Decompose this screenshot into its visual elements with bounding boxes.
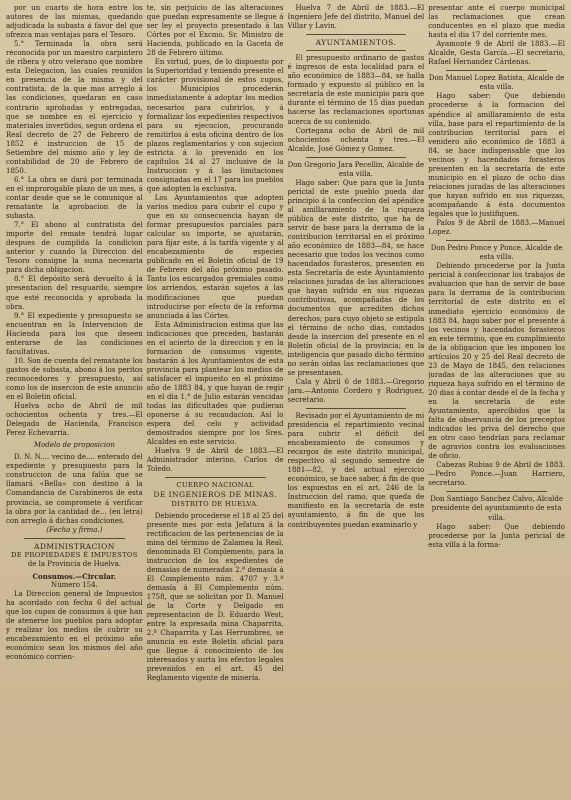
notice-heading: Don Gregorio Jara Pecellin, Alcalde de esta villa.: [287, 160, 425, 178]
paragraph: Huelva ocho de Abril de mil ochocientos ochenta y tres.—El Delegado de Hacienda, Francisco Perez Echevarría.: [6, 402, 143, 438]
signature: Ayamonte 9 de Abril de 1883.—El Alcalde, Gesta García.—El secretario, Rafael Hernandez Cárdenas.: [428, 40, 565, 67]
divider: [24, 538, 125, 539]
cuerpo-text: Debiendo procederse el 18 al 25 del presente mes por esta Jefatura á la rectificacion de las pertenencias de la mina del término de Zalamea la Real, denominada El Complemento, para la instruccion de los expedientes de demasías de numeradas 2.ª demasía á El Complemento núm. 4707 y 3.ª demasía á El Complemento núm. 1758, que se solicitan por D. Manuel de la Corte y Delgado en representacion de D. Eduardo West, entre la expresada mina Chaparrita, 2.ª Chaparrita y Las Herrumbres, se anuncia en este Boletín oficial para que llegue á conocimiento de los interesados y surta los efectos legales prevenidos en el art. 45 del Reglamento vigente de minería.: [146, 511, 284, 683]
circular-number: Número 154.: [50, 580, 98, 589]
model-text: D. N. N.... vecino de.... enterado del expediente y presupuesto para la construccion de una falúa que se llamará «Bella» con destino á la Comandancia de Carabineros de esta provincia, se compromete á verificar la obra por la cantidad de... (en letra) con arreglo á dichas condiciones.: [6, 453, 143, 525]
paragraph: 10. Son de cuenta del rematante los gastos de subasta, abono á los peritos reconocedores y presupuesto, así como los de insercion de este anuncio en el Boletin oficial.: [6, 356, 143, 402]
paragraph: Huelva 7 de Abril de 1883.—El Ingeniero Jefe del distrito, Manuel del Villar y Lavin.: [287, 4, 425, 31]
paragraph: Hago saber: Que debiendo procederse á la formacion del apéndice al amillaramiento de esta villa, base para el repartimiento de la contribucion territorial para el venidero año económico de 1883 á 84, se hace indispensable que los vecinos y hacendados forasteros presenten en la secretaría de este municipio en el plazo de ocho dias relaciones juradas de las alteraciones que hayan sufrido en sus riquezas, acompañando á ésta documentos legales que lo justifiquen.: [428, 92, 565, 219]
divider: [446, 70, 547, 71]
divider: [165, 477, 266, 478]
model-sign: (Fecha y firma.): [46, 525, 103, 534]
divider: [306, 34, 407, 35]
paragraph: Hago saber: Que debiendo procederse por la Junta pericial de esta villa á la forma-: [428, 522, 565, 549]
column-4: [428, 4, 565, 800]
paragraph: El presupuesto ordinario de gastos é ingresos de esta localidad para el año económico de 1883—84, se halla formado y expuesto al público en la secretaría de este municipio para que durante el término de 15 dias puedan hacerse las reclamaciones oportunas acerca de su contenido.: [287, 54, 425, 126]
cuerpo-district: DISTRITO DE HUELVA.: [171, 499, 259, 508]
paragraph: Debiendo procederse por la Junta pericial á confeccionar los trabajos de evaluacion que han de servir de base para la derrama de la contribucion territorial de este distrito en el inmediato ejercicio económico de 1883 84, hago saber por el presente á los vecinos y hacendados forasteros en este término, que en cumplimiento de la obligacion que les imponen los artículos 20 y 25 del Real decreto de 23 de Mayo de 1845, den relaciones juradas de las alteraciones que su riqueza haya sufrido en el término de 20 dias á contar desde el de la fecha y en la secretaría de este Ayuntamiento, apercibidos que la falta de observancia de los preceptos indicados les priva del derecho que en otro caso tendrían para reclamar de agravios contra los evaluaciones de oficio.: [428, 262, 565, 461]
notice-heading: Don Pedro Ponce y Ponce, Alcalde de esta villa.: [430, 244, 563, 262]
divider: [446, 491, 547, 492]
circular-text: La Direccion general de Impuestos ha acordado con fecha 6 del actual que los cupos de consumos á que han de atenerse los pueblos para adoptar y realizar los medios de cubrir su encabezamiento en el próximo año económico sean los mismos del año económico corrien-: [6, 589, 143, 662]
column-3: [288, 4, 425, 800]
paragraph: presentar ante el cuerpo municipal las reclamaciones que crean conducentes en el plazo que media hasta el dia 17 del corriente mes.: [428, 4, 565, 40]
paragraph: por un cuarto de hora entre los autores de las mismas, quedando adjudicada la subasta á favor del que ofrezca mas ventajas para el Tesoro.: [6, 4, 143, 40]
paragraph: En virtud, pues, de lo dispuesto por la Superioridad y teniendo presente el carácter provisional de estos cupos, los Municipios procederán inmediatamente á adoptar los medios necesarios para cubrirlos, y á formalizar los expedientes respectivos para su ejecucion, procurando remitirlos á esta oficina dentro de los plazos reglamentarios y con sujecion estricta á lo prevenido en los capítulos 24 al 27 inclusive de la Instruccion y á las limitaciones consignadas en el 17 para los pueblos que adopten la exclusiva.: [146, 58, 284, 193]
paragraph: Revisado por el Ayuntamiento de mi presidencia el repartimiento vecinal para cubrir el déficit del encabezamiento de consumos y recargos de este distrito municipal, respectivo al segundo semestre de 1881—82, y del actual ejercicio económico, se hace saber, á fin de que los expuestos en el art. 246 de la Instruccion del ramo, que queda de manifiesto en la secretaría de este ayuntamiento, á fin de que los contribuyentes puedan examinarlo y: [287, 411, 425, 529]
divider: [306, 157, 407, 158]
divider: [306, 50, 407, 51]
signature: Cabezas Rubias 9 de Abril de 1883.—Pedro Ponce.—Juan Harriero, secretario.: [428, 461, 565, 488]
admin-title: ADMINISTRACION: [34, 541, 115, 551]
paragraph: te, sin perjuicio de las alteraciones que puedan expresamente se llegue á ser ley el proyecto presentado á las Córtes por el Excmo. Sr. Ministro de Hacienda, publicado en la Gaceta de 28 de Febrero último.: [146, 4, 284, 58]
column-1: [6, 4, 143, 800]
paragraph: Huelva 9 de Abril de 1883.—El Administrador interino, Carlos de Toledo.: [146, 447, 284, 474]
signature: Cortegana ocho de Abril de mil ochocientos ochenta y tres.—El Alcalde, José Gómez y Gomez.: [287, 126, 425, 153]
paragraph: 6.° La obra se dará por terminada en el improrogable plazo de un mes, á contar desde que se le comunique al rematante la aprobacion de la subasta.: [6, 175, 143, 221]
admin-subtitle: DE PROPIEDADES É IMPUESTOS: [10, 550, 138, 559]
notice-heading: Don Manuel Lopez Batista, Alcalde de esta villa.: [428, 74, 565, 92]
model-title: Modelo de proposicion: [33, 441, 115, 450]
divider: [446, 240, 547, 241]
paragraph: Hago saber: Que para que la Junta pericial de este pueblo pueda dar principio á la confeccion del apéndice al amillaramiento de la riqueza pública de este distrito, que ha de servir de base para la derrama de la contribucion territorial en el próximo año económico de 1883—84, se hace necesario que todos los vecinos como hacendados forasteros, presenten en esta Secretaría de este Ayuntamiento relaciones juradas de las alteraciones que hayan sufrido en sus riquezas contributivas, acompañadas de los documentos que acrediten dichos derechos; para cuyo objeto se estipula el término de ocho dias, contados desde la insercion del presente en el Boletín oficial de la provincia; en la inteligencia que pasado dicho término no serán oidas las reclamaciones que se presentasen.: [287, 178, 425, 377]
cuerpo-title: CUERPO NACIONAL: [176, 481, 254, 490]
ayuntamientos-title: AYUNTAMIENTOS.: [315, 38, 397, 48]
cuerpo-subtitle: DE INGENIEROS DE MINAS.: [153, 490, 277, 500]
paragraph: Los Ayuntamientos que adopten varios medios para cubrir el cupo y que en su consecuencia hayan de formar presupuestos parciales para calcular su importe, se ajustarán, para fijar este, á la tarifa vigente y al encabezamiento de especies publicado en el Boletín oficial de 19 de Febrero del año próximo pasado. Tanto los encargados gremiales como los arriendos, estarán sujetos á las modificaciones que puedan introducirse por efecto de la reforma anunciada á las Córtes.: [146, 193, 284, 320]
circular-label: Consumos.—Circular.: [32, 571, 117, 581]
paragraph: 8.° El depósito será devuelto á la presentacion del resguardo, siempre que esté reconocida y aprobada la obra.: [6, 275, 143, 311]
signature: Cala y Abril 6 de 1883.—Gregorio Jara.—Antonio Cordero y Rodriguez, secretario.: [287, 377, 425, 404]
paragraph: 7.° El abono al contratista del importe del remate tendrá lugar despues de cumplida la condicion anterior y cuando la Direccion del Tesoro consigne la suma necesaria para dicha obligacion.: [6, 221, 143, 275]
admin-province: de la Provincia de Huelva.: [27, 559, 121, 568]
column-2: [147, 4, 284, 800]
paragraph: 5.° Terminada la obra será reconocida por un maestro carpintero de ribera y otro veterano que nombre esta Delegacion, las cuales reunidos en presencia de la misma y del contratista, de la que mas arreglo á las condiciones, quedaran en caso contrario aprobadas y entregadas, que se nombre en el ejercicio y materiales invertidos, segun ordena el Real decreto de 27 de Febrero de 1852 é instruccion de 15 de Setiembre del mismo año y ley de contabilidad de 20 de Febrero de 1850.: [6, 40, 143, 175]
signature: Palos 9 de Abril de 1883.—Manuel Lopez.: [428, 219, 565, 237]
paragraph: Esta Administracion estima que las indicaciones que preceden, bastarán en el acierto de la direccion y en la formacion de consumos vigente, bastarán á los Ayuntamientos de esta provincia para plantear los medios de satisfacer el impuesto en el próximo año de 1883 84, y que hayan de regir en el dia 1.° de Julio estarán vencidas todas las dificultades que pudieran oponerse á su recaudacion. Así lo espera del celo y actividad demostrados siempre por los Sres. Alcaldes en este servicio.: [146, 320, 284, 447]
paragraph: 9.° El expediente y presupuesto se encuentran en la Intervencion de Hacienda para los que deseen enterarse de las condiciones facultativas.: [6, 311, 143, 356]
divider: [306, 408, 407, 409]
notice-heading: Don Santiago Sanchez Calvo, Alcalde presidente del ayuntamiento de esta villa.: [430, 495, 564, 522]
